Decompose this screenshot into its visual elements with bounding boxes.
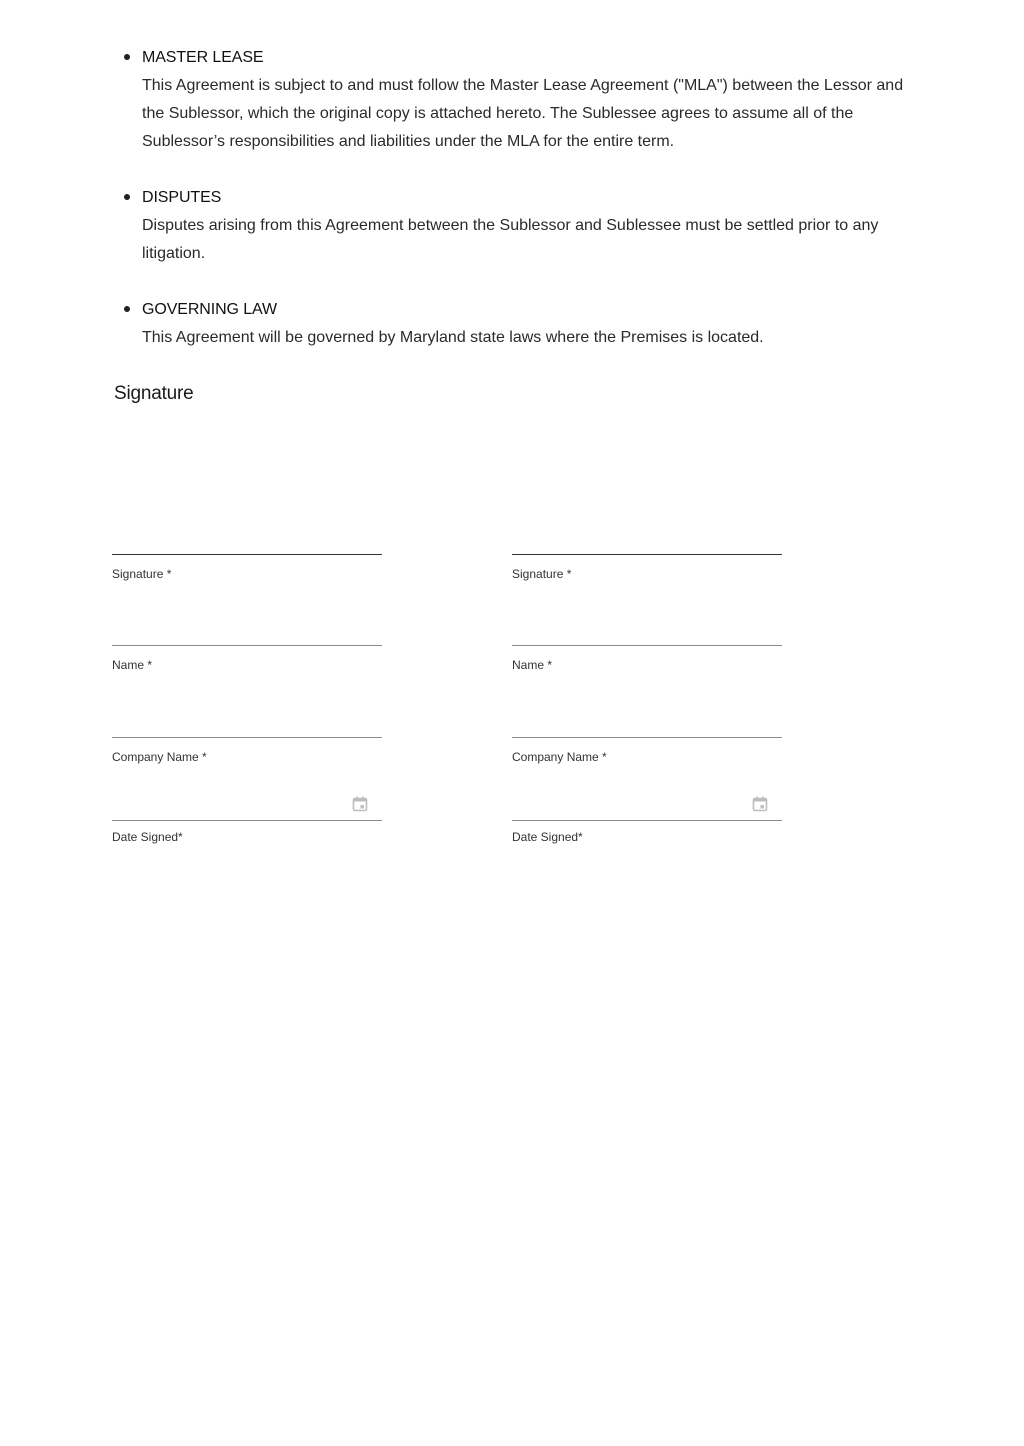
name-field[interactable] <box>112 600 382 672</box>
clause-body: Disputes arising from this Agreement between the Sublessor and Sublessee must be settled prior to any litigation. <box>142 217 879 262</box>
company-name-line <box>112 737 382 738</box>
calendar-icon[interactable] <box>752 796 768 812</box>
clause-master-lease <box>114 44 914 156</box>
signature-line <box>512 554 782 555</box>
signature-field[interactable] <box>512 470 782 580</box>
name-label: Name * <box>512 658 553 672</box>
signature-label: Signature * <box>512 567 572 581</box>
clause-list <box>114 44 914 380</box>
clause-body: This Agreement will be governed by Maryland state laws where the Premises is located. <box>142 329 764 346</box>
clause-governing-law <box>114 296 914 352</box>
bullet <box>124 194 130 200</box>
company-name-line <box>512 737 782 738</box>
name-field[interactable] <box>512 600 782 672</box>
signature-section-title: Signature <box>114 383 194 404</box>
signature-field[interactable] <box>112 470 382 580</box>
name-line <box>112 645 382 646</box>
bullet <box>124 54 130 60</box>
date-signed-field[interactable] <box>112 790 382 850</box>
clause-heading: DISPUTES <box>142 189 222 206</box>
clause-disputes <box>114 184 914 268</box>
signature-label: Signature * <box>112 567 172 581</box>
calendar-icon[interactable] <box>352 796 368 812</box>
company-name-label: Company Name * <box>512 750 607 764</box>
bullet <box>124 306 130 312</box>
company-name-field[interactable] <box>112 690 382 766</box>
clause-body: This Agreement is subject to and must follow the Master Lease Agreement ("MLA") between the Lessor and the Sublessor, which the original copy is attached hereto. The Sublessee agrees to assume all of the Sublessor’s responsibilities and liabilities under the MLA for the entire term. <box>142 77 904 150</box>
date-signed-line <box>112 820 382 821</box>
signature-line <box>112 554 382 555</box>
date-signed-field[interactable] <box>512 790 782 850</box>
date-signed-label: Date Signed* <box>112 830 183 844</box>
date-signed-label: Date Signed* <box>512 830 583 844</box>
date-signed-line <box>512 820 782 821</box>
clause-heading: MASTER LEASE <box>142 49 264 66</box>
company-name-label: Company Name * <box>112 750 207 764</box>
clause-heading: GOVERNING LAW <box>142 301 278 318</box>
name-line <box>512 645 782 646</box>
name-label: Name * <box>112 658 153 672</box>
company-name-field[interactable] <box>512 690 782 766</box>
